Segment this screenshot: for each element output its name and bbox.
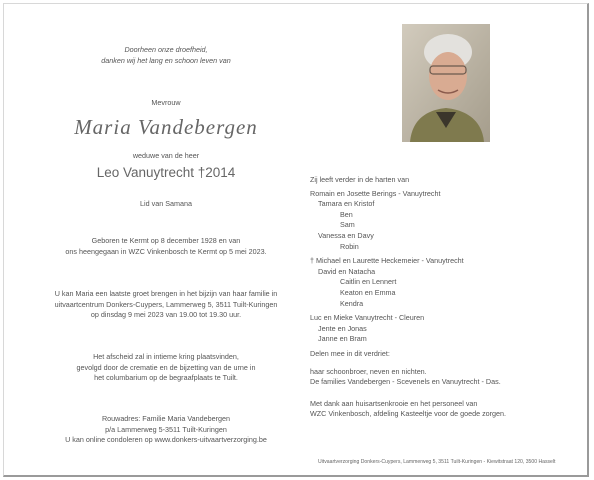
visit-line: uitvaartcentrum Donkers-Cuypers, Lammerweg 5, 3511 Tuilt-Kuringen <box>54 299 278 309</box>
intro-text <box>40 45 292 66</box>
deceased-name: Maria Vandebergen <box>74 115 258 139</box>
family-line: † Michael en Laurette Heckemeier - Vanuytrecht <box>310 256 464 266</box>
membership: Lid van Samana <box>140 199 192 208</box>
address-line: U kan online condoleren op www.donkers-uitvaartverzorging.be <box>65 435 267 444</box>
address-line: Rouwadres: Familie Maria Vandebergen <box>101 414 231 423</box>
birth-line: Geboren te Kermt op 8 december 1928 en van <box>91 236 241 245</box>
family-line: Romain en Josette Berings - Vanuytrecht <box>310 188 441 198</box>
family-line: Keaton en Emma <box>340 287 396 297</box>
intro-line: danken wij het lang en schoon leven van <box>101 55 231 65</box>
family-line: David en Natacha <box>318 266 376 276</box>
portrait-photo <box>402 24 490 142</box>
share-line: De families Vandebergen - Scevenels en Vanuytrecht - Das. <box>310 377 501 387</box>
farewell-text <box>40 352 292 384</box>
family-line: Kendra <box>340 298 364 308</box>
share-heading: Delen mee in dit verdriet: <box>310 348 390 358</box>
farewell-line: het columbarium op de begraafplaats te Tuilt. <box>94 373 238 382</box>
visit-line: U kan Maria een laatste groet brengen in het bijzijn van haar familie in <box>54 289 278 298</box>
family-line: Robin <box>340 241 359 251</box>
family-group <box>310 189 580 253</box>
address-text <box>40 414 292 446</box>
farewell-line: gevolgd door de crematie en de bijzetting van de urne in <box>76 362 256 372</box>
share-line: haar schoonbroer, neven en nichten. <box>310 366 427 376</box>
family-heading: Zij leeft verder in de harten van <box>310 175 410 184</box>
family-line: Caitlin en Lennert <box>340 277 397 287</box>
spouse-name: Leo Vanuytrecht †2014 <box>96 165 236 180</box>
visit-line: op dinsdag 9 mei 2023 van 19.00 tot 19.30 uur. <box>90 310 242 319</box>
family-line: Luc en Mieke Vanuytrecht - Cleuren <box>310 313 425 323</box>
family-section <box>310 175 580 420</box>
widow-of: weduwe van de heer <box>132 151 200 160</box>
family-line: Janne en Bram <box>318 334 367 344</box>
title-mevrouw: Mevrouw <box>151 98 181 107</box>
family-line: Jente en Jonas <box>318 323 367 333</box>
address-line: p/a Lammerweg 5-3511 Tuilt-Kuringen <box>105 424 227 434</box>
family-line: Tamara en Kristof <box>318 199 375 209</box>
footer-funeral-home: Uitvaartverzorging Donkers-Cuypers, Lammerweg 5, 3511 Tuilt-Kuringen - Kiewitstraat 120, 3500 Hasselt <box>318 459 556 465</box>
family-line: Vanessa en Davy <box>318 230 374 240</box>
family-group <box>310 313 580 345</box>
farewell-line: Het afscheid zal in intieme kring plaatsvinden, <box>93 352 239 361</box>
birth-line: ons heengegaan in WZC Vinkenbosch te Kermt op 5 mei 2023. <box>65 246 267 256</box>
thanks-line: WZC Vinkenbosch, afdeling Kasteeltje voor de goede zorgen. <box>310 409 507 419</box>
visitation-text <box>40 289 292 321</box>
family-group <box>310 256 580 309</box>
birth-death-text <box>40 236 292 257</box>
family-line: Sam <box>340 220 355 230</box>
intro-line: Doorheen onze droefheid, <box>124 45 208 54</box>
thanks-line: Met dank aan huisartsenkrooie en het personeel van <box>310 398 478 408</box>
family-line: Ben <box>340 209 353 219</box>
